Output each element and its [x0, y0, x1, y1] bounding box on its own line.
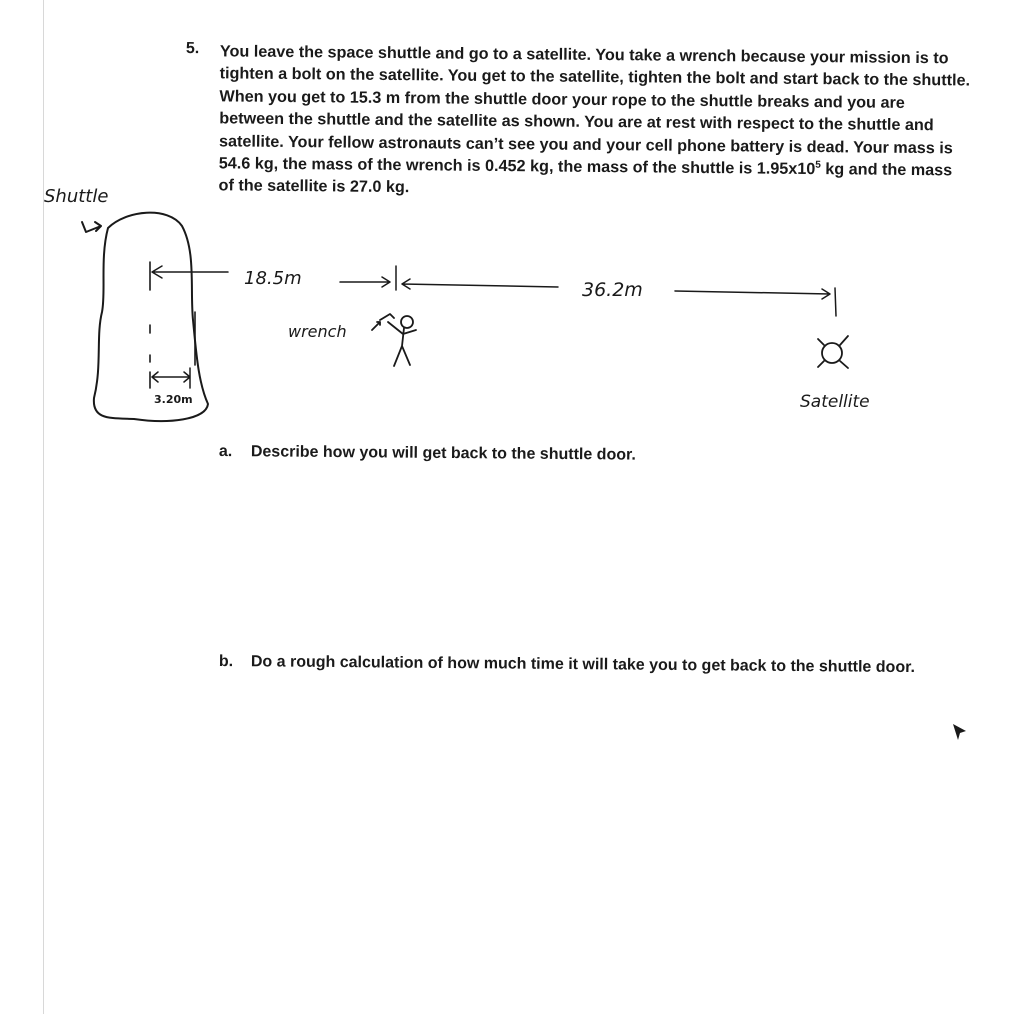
question-b-text: Do a rough calculation of how much time it will take you to get back to the shuttle door. [250, 653, 916, 677]
dist-right-label: 36.2m [582, 279, 643, 301]
problem-text: You leave the space shuttle and go to a satellite. You take a wrench because your mission is to tighten a bolt on the satellite. You get to the satellite, tighten the bolt and start back to the shuttle. When you get to 15.3 m from the shuttle door your rope to the shuttle breaks and you are between the shuttle and the satellite as shown. You are at rest with respect to the shuttle and satellite. Your fellow astronauts can’t see you and your cell phone battery is dead. Your mass is 54.6 kg, the mass of the wrench is 0.452 kg, the mass of the shuttle is 1.95x10 [218, 42, 971, 179]
problem-text-end: kg and the mass of the satellite is 27.0 kg. [218, 160, 953, 197]
satellite-label: Satellite [800, 392, 870, 412]
exponent: 5 [815, 159, 821, 171]
problem-number: 5. [185, 40, 200, 58]
shuttle-width-label: 3.20m [154, 393, 193, 406]
question-b-letter: b. [218, 652, 234, 671]
mouse-cursor-icon [953, 724, 966, 740]
wrench-label: wrench [288, 322, 347, 341]
question-a-text: Describe how you will get back to the shuttle door. [250, 443, 636, 464]
question-a-letter: a. [218, 442, 233, 461]
shuttle-label: Shuttle [44, 186, 109, 207]
dist-left-label: 18.5m [244, 268, 302, 289]
